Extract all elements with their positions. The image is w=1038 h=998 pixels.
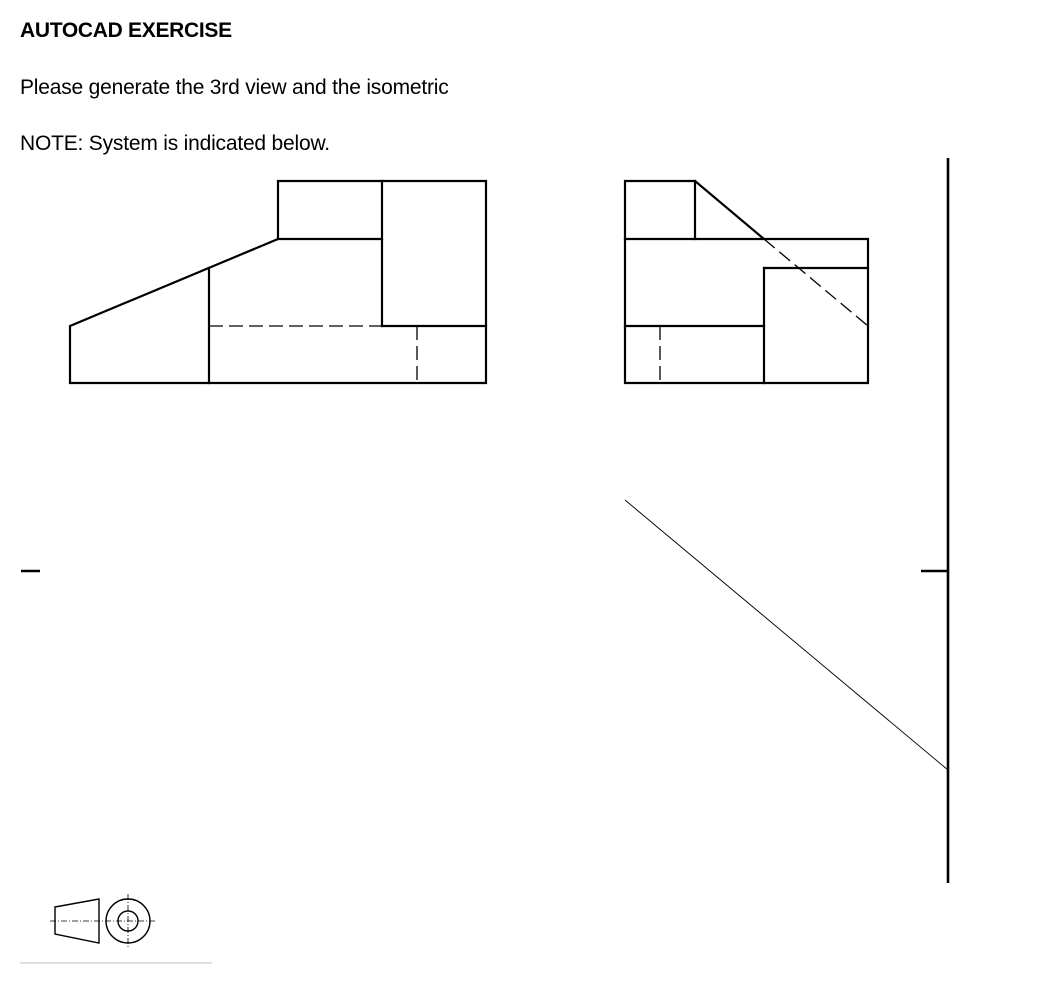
side-view-outline — [625, 181, 868, 383]
exercise-note: NOTE: System is indicated below. — [20, 132, 330, 155]
projection-symbol-icon — [50, 894, 156, 948]
front-view-outline — [70, 181, 486, 383]
side-view — [625, 181, 868, 383]
45-degree-miter-line — [625, 500, 948, 770]
exercise-instruction: Please generate the 3rd view and the isometric — [20, 76, 449, 99]
exercise-title: AUTOCAD EXERCISE — [20, 19, 232, 42]
side-view-hidden-1 — [764, 239, 868, 326]
front-view — [70, 181, 486, 383]
